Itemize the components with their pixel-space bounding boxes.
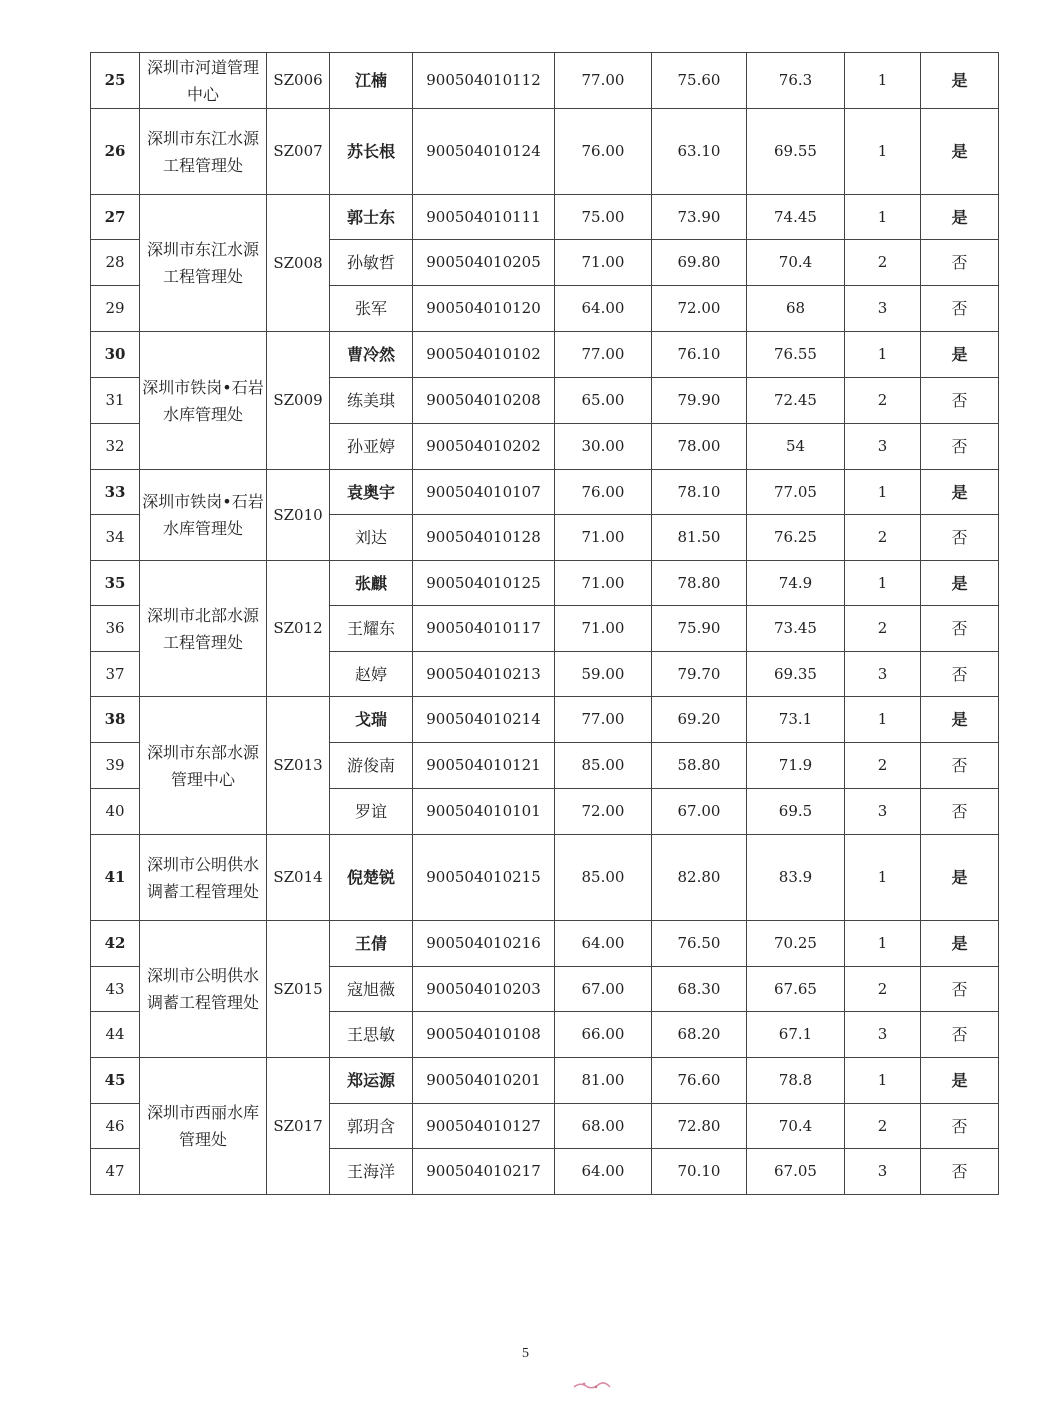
name-cell: 苏长根 <box>330 109 413 195</box>
rank-cell: 3 <box>845 1149 921 1195</box>
total-score-cell: 70.4 <box>747 240 845 286</box>
result-cell: 否 <box>921 240 999 286</box>
name-cell: 曹冷然 <box>330 332 413 378</box>
seq-cell: 36 <box>91 606 140 652</box>
written-score-cell: 64.00 <box>555 921 652 967</box>
interview-score-cell: 75.90 <box>652 606 747 652</box>
ticket-cell: 900504010214 <box>413 697 555 743</box>
code-cell: SZ010 <box>267 470 330 561</box>
result-cell: 否 <box>921 606 999 652</box>
ticket-cell: 900504010101 <box>413 789 555 835</box>
unit-cell: 深圳市河道管理中心 <box>140 53 267 109</box>
total-score-cell: 67.1 <box>747 1012 845 1058</box>
total-score-cell: 83.9 <box>747 835 845 921</box>
total-score-cell: 76.25 <box>747 515 845 561</box>
written-score-cell: 67.00 <box>555 967 652 1012</box>
seq-cell: 38 <box>91 697 140 743</box>
written-score-cell: 85.00 <box>555 743 652 789</box>
result-cell: 是 <box>921 470 999 515</box>
ticket-cell: 900504010117 <box>413 606 555 652</box>
interview-score-cell: 78.80 <box>652 561 747 606</box>
result-cell: 是 <box>921 921 999 967</box>
rank-cell: 2 <box>845 515 921 561</box>
seq-cell: 41 <box>91 835 140 921</box>
seq-cell: 46 <box>91 1104 140 1149</box>
written-score-cell: 75.00 <box>555 195 652 240</box>
table-row <box>91 697 999 743</box>
written-score-cell: 81.00 <box>555 1058 652 1104</box>
written-score-cell: 64.00 <box>555 286 652 332</box>
ticket-cell: 900504010128 <box>413 515 555 561</box>
interview-score-cell: 69.80 <box>652 240 747 286</box>
ticket-cell: 900504010127 <box>413 1104 555 1149</box>
rank-cell: 1 <box>845 835 921 921</box>
page-number: 5 <box>522 1346 529 1361</box>
table-row <box>91 835 999 921</box>
seq-cell: 25 <box>91 53 140 109</box>
rank-cell: 3 <box>845 1012 921 1058</box>
result-cell: 是 <box>921 109 999 195</box>
total-score-cell: 78.8 <box>747 1058 845 1104</box>
seq-cell: 30 <box>91 332 140 378</box>
written-score-cell: 71.00 <box>555 606 652 652</box>
name-cell: 郭士东 <box>330 195 413 240</box>
rank-cell: 2 <box>845 743 921 789</box>
name-cell: 孙敏哲 <box>330 240 413 286</box>
interview-score-cell: 67.00 <box>652 789 747 835</box>
table-row <box>91 332 999 378</box>
name-cell: 江楠 <box>330 53 413 109</box>
ticket-cell: 900504010108 <box>413 1012 555 1058</box>
ticket-cell: 900504010125 <box>413 561 555 606</box>
table-row <box>91 1058 999 1104</box>
name-cell: 袁奥宇 <box>330 470 413 515</box>
interview-score-cell: 73.90 <box>652 195 747 240</box>
ticket-cell: 900504010112 <box>413 53 555 109</box>
rank-cell: 3 <box>845 424 921 470</box>
seq-cell: 29 <box>91 286 140 332</box>
rank-cell: 2 <box>845 378 921 424</box>
unit-cell: 深圳市东部水源管理中心 <box>140 697 267 835</box>
results-table <box>90 52 999 1195</box>
seq-cell: 42 <box>91 921 140 967</box>
result-cell: 是 <box>921 332 999 378</box>
total-score-cell: 70.25 <box>747 921 845 967</box>
result-cell: 否 <box>921 424 999 470</box>
ticket-cell: 900504010201 <box>413 1058 555 1104</box>
code-cell: SZ007 <box>267 109 330 195</box>
result-cell: 是 <box>921 697 999 743</box>
total-score-cell: 69.55 <box>747 109 845 195</box>
code-cell: SZ015 <box>267 921 330 1058</box>
total-score-cell: 67.65 <box>747 967 845 1012</box>
unit-cell: 深圳市西丽水库管理处 <box>140 1058 267 1195</box>
interview-score-cell: 76.60 <box>652 1058 747 1104</box>
interview-score-cell: 70.10 <box>652 1149 747 1195</box>
name-cell: 倪楚锐 <box>330 835 413 921</box>
written-score-cell: 64.00 <box>555 1149 652 1195</box>
name-cell: 王思敏 <box>330 1012 413 1058</box>
ticket-cell: 900504010205 <box>413 240 555 286</box>
seq-cell: 43 <box>91 967 140 1012</box>
rank-cell: 1 <box>845 195 921 240</box>
code-cell: SZ006 <box>267 53 330 109</box>
written-score-cell: 76.00 <box>555 109 652 195</box>
rank-cell: 1 <box>845 109 921 195</box>
ticket-cell: 900504010121 <box>413 743 555 789</box>
name-cell: 赵婷 <box>330 652 413 697</box>
table-body <box>91 53 999 1195</box>
total-score-cell: 77.05 <box>747 470 845 515</box>
seq-cell: 34 <box>91 515 140 561</box>
total-score-cell: 71.9 <box>747 743 845 789</box>
interview-score-cell: 79.70 <box>652 652 747 697</box>
result-cell: 否 <box>921 1104 999 1149</box>
rank-cell: 2 <box>845 967 921 1012</box>
unit-cell: 深圳市铁岗•石岩水库管理处 <box>140 332 267 470</box>
result-cell: 否 <box>921 378 999 424</box>
code-cell: SZ008 <box>267 195 330 332</box>
table-row <box>91 195 999 240</box>
interview-score-cell: 68.30 <box>652 967 747 1012</box>
interview-score-cell: 63.10 <box>652 109 747 195</box>
name-cell: 寇旭薇 <box>330 967 413 1012</box>
total-score-cell: 76.55 <box>747 332 845 378</box>
written-score-cell: 66.00 <box>555 1012 652 1058</box>
result-cell: 否 <box>921 1149 999 1195</box>
rank-cell: 1 <box>845 1058 921 1104</box>
total-score-cell: 67.05 <box>747 1149 845 1195</box>
written-score-cell: 77.00 <box>555 332 652 378</box>
interview-score-cell: 76.10 <box>652 332 747 378</box>
result-cell: 否 <box>921 789 999 835</box>
ticket-cell: 900504010202 <box>413 424 555 470</box>
name-cell: 张军 <box>330 286 413 332</box>
name-cell: 郭玥含 <box>330 1104 413 1149</box>
written-score-cell: 77.00 <box>555 53 652 109</box>
written-score-cell: 59.00 <box>555 652 652 697</box>
ticket-cell: 900504010217 <box>413 1149 555 1195</box>
result-cell: 是 <box>921 1058 999 1104</box>
total-score-cell: 74.45 <box>747 195 845 240</box>
total-score-cell: 72.45 <box>747 378 845 424</box>
result-cell: 是 <box>921 195 999 240</box>
seq-cell: 37 <box>91 652 140 697</box>
stamp-mark <box>572 1378 612 1392</box>
rank-cell: 1 <box>845 921 921 967</box>
interview-score-cell: 78.00 <box>652 424 747 470</box>
interview-score-cell: 58.80 <box>652 743 747 789</box>
interview-score-cell: 69.20 <box>652 697 747 743</box>
ticket-cell: 900504010203 <box>413 967 555 1012</box>
rank-cell: 1 <box>845 470 921 515</box>
result-cell: 否 <box>921 1012 999 1058</box>
ticket-cell: 900504010215 <box>413 835 555 921</box>
result-cell: 否 <box>921 743 999 789</box>
name-cell: 练美琪 <box>330 378 413 424</box>
result-cell: 是 <box>921 835 999 921</box>
seq-cell: 26 <box>91 109 140 195</box>
ticket-cell: 900504010124 <box>413 109 555 195</box>
name-cell: 刘达 <box>330 515 413 561</box>
seq-cell: 33 <box>91 470 140 515</box>
written-score-cell: 72.00 <box>555 789 652 835</box>
total-score-cell: 69.5 <box>747 789 845 835</box>
unit-cell: 深圳市公明供水调蓄工程管理处 <box>140 835 267 921</box>
interview-score-cell: 78.10 <box>652 470 747 515</box>
written-score-cell: 71.00 <box>555 515 652 561</box>
code-cell: SZ014 <box>267 835 330 921</box>
written-score-cell: 85.00 <box>555 835 652 921</box>
rank-cell: 2 <box>845 606 921 652</box>
table-row <box>91 921 999 967</box>
seq-cell: 32 <box>91 424 140 470</box>
written-score-cell: 71.00 <box>555 240 652 286</box>
ticket-cell: 900504010111 <box>413 195 555 240</box>
ticket-cell: 900504010216 <box>413 921 555 967</box>
table-row <box>91 53 999 109</box>
rank-cell: 2 <box>845 240 921 286</box>
ticket-cell: 900504010120 <box>413 286 555 332</box>
unit-cell: 深圳市东江水源工程管理处 <box>140 109 267 195</box>
rank-cell: 1 <box>845 53 921 109</box>
interview-score-cell: 72.80 <box>652 1104 747 1149</box>
code-cell: SZ012 <box>267 561 330 697</box>
ticket-cell: 900504010102 <box>413 332 555 378</box>
seq-cell: 28 <box>91 240 140 286</box>
interview-score-cell: 82.80 <box>652 835 747 921</box>
unit-cell: 深圳市北部水源工程管理处 <box>140 561 267 697</box>
ticket-cell: 900504010107 <box>413 470 555 515</box>
seq-cell: 35 <box>91 561 140 606</box>
interview-score-cell: 79.90 <box>652 378 747 424</box>
result-cell: 否 <box>921 967 999 1012</box>
table-row <box>91 561 999 606</box>
seq-cell: 31 <box>91 378 140 424</box>
result-cell: 否 <box>921 652 999 697</box>
name-cell: 郑运源 <box>330 1058 413 1104</box>
name-cell: 王倩 <box>330 921 413 967</box>
written-score-cell: 65.00 <box>555 378 652 424</box>
unit-cell: 深圳市公明供水调蓄工程管理处 <box>140 921 267 1058</box>
result-cell: 是 <box>921 561 999 606</box>
interview-score-cell: 72.00 <box>652 286 747 332</box>
seq-cell: 45 <box>91 1058 140 1104</box>
rank-cell: 3 <box>845 652 921 697</box>
name-cell: 张麒 <box>330 561 413 606</box>
unit-cell: 深圳市东江水源工程管理处 <box>140 195 267 332</box>
rank-cell: 3 <box>845 789 921 835</box>
code-cell: SZ009 <box>267 332 330 470</box>
result-cell: 是 <box>921 53 999 109</box>
rank-cell: 1 <box>845 697 921 743</box>
interview-score-cell: 81.50 <box>652 515 747 561</box>
rank-cell: 1 <box>845 561 921 606</box>
name-cell: 王耀东 <box>330 606 413 652</box>
unit-cell: 深圳市铁岗•石岩水库管理处 <box>140 470 267 561</box>
name-cell: 王海洋 <box>330 1149 413 1195</box>
total-score-cell: 76.3 <box>747 53 845 109</box>
written-score-cell: 68.00 <box>555 1104 652 1149</box>
seq-cell: 44 <box>91 1012 140 1058</box>
rank-cell: 2 <box>845 1104 921 1149</box>
name-cell: 罗谊 <box>330 789 413 835</box>
ticket-cell: 900504010213 <box>413 652 555 697</box>
total-score-cell: 70.4 <box>747 1104 845 1149</box>
rank-cell: 1 <box>845 332 921 378</box>
seq-cell: 39 <box>91 743 140 789</box>
rank-cell: 3 <box>845 286 921 332</box>
result-cell: 否 <box>921 286 999 332</box>
written-score-cell: 77.00 <box>555 697 652 743</box>
written-score-cell: 71.00 <box>555 561 652 606</box>
interview-score-cell: 68.20 <box>652 1012 747 1058</box>
result-cell: 否 <box>921 515 999 561</box>
code-cell: SZ013 <box>267 697 330 835</box>
seq-cell: 27 <box>91 195 140 240</box>
ticket-cell: 900504010208 <box>413 378 555 424</box>
table-row <box>91 109 999 195</box>
name-cell: 戈瑞 <box>330 697 413 743</box>
total-score-cell: 69.35 <box>747 652 845 697</box>
total-score-cell: 74.9 <box>747 561 845 606</box>
total-score-cell: 54 <box>747 424 845 470</box>
seq-cell: 40 <box>91 789 140 835</box>
table-row <box>91 470 999 515</box>
written-score-cell: 76.00 <box>555 470 652 515</box>
interview-score-cell: 75.60 <box>652 53 747 109</box>
written-score-cell: 30.00 <box>555 424 652 470</box>
name-cell: 孙亚婷 <box>330 424 413 470</box>
seq-cell: 47 <box>91 1149 140 1195</box>
total-score-cell: 73.45 <box>747 606 845 652</box>
interview-score-cell: 76.50 <box>652 921 747 967</box>
code-cell: SZ017 <box>267 1058 330 1195</box>
total-score-cell: 73.1 <box>747 697 845 743</box>
total-score-cell: 68 <box>747 286 845 332</box>
name-cell: 游俊南 <box>330 743 413 789</box>
